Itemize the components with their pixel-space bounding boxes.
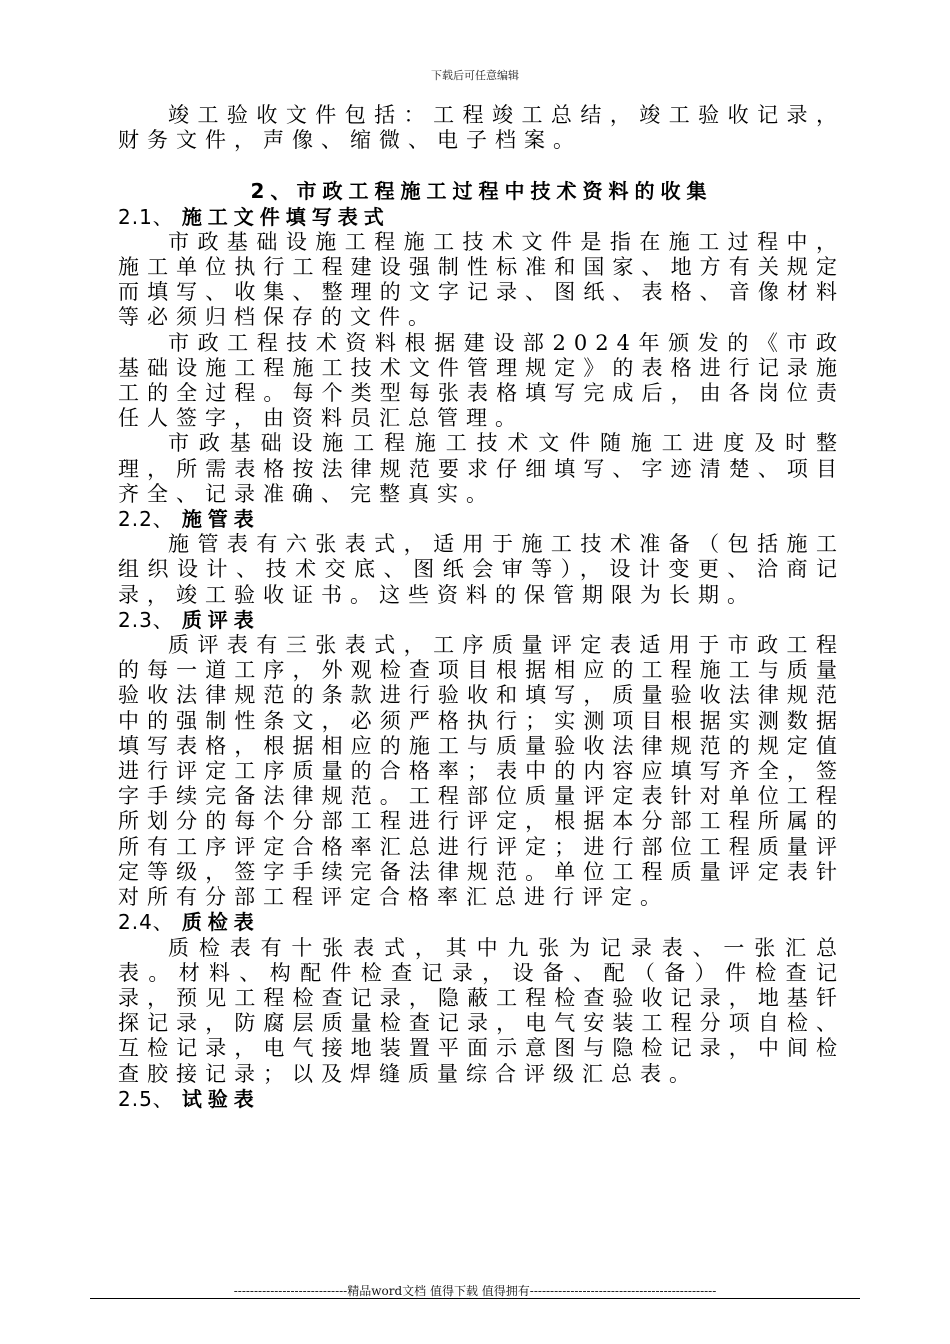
section-number: 2.4、 xyxy=(118,910,174,935)
section-2-5-heading xyxy=(118,1087,845,1112)
section-number: 2.1、 xyxy=(118,204,174,229)
section-title: 施工文件填写表式 xyxy=(181,204,390,229)
section-title: 质评表 xyxy=(181,607,260,632)
intro-paragraph: 竣工验收文件包括：工程竣工总结，竣工验收记录，财务文件，声像、缩微、电子档案。 xyxy=(118,103,845,153)
page-header: 下载后可任意编辑 xyxy=(431,69,519,82)
section-2-2-heading xyxy=(118,507,845,532)
section-title: 试验表 xyxy=(181,1086,260,1111)
paragraph: 质检表有十张表式，其中九张为记录表、一张汇总表。材料、构配件检查记录，设备、配（备）件检查记录，预见工程检查记录，隐蔽工程检查验收记录，地基钎探记录，防腐层质量检查记录，电气安装工程分项自检、互检记录，电气接地装置平面示意图与隐检记录，中间检查胶接记录；以及焊缝质量综合评级汇总表。 xyxy=(118,935,845,1086)
paragraph: 市政基础设施工程施工技术文件随施工进度及时整理，所需表格按法律规范要求仔细填写、字迹清楚、项目齐全、记录准确、完整真实。 xyxy=(118,431,845,506)
section-title: 质检表 xyxy=(181,910,260,935)
paragraph: 施管表有六张表式，适用于施工技术准备（包括施工组织设计、技术交底、图纸会审等），设计变更、洽商记录，竣工验收证书。这些资料的保管期限为长期。 xyxy=(118,532,845,607)
paragraph: 市政工程技术资料根据建设部2024年颁发的《市政基础设施工程施工技术文件管理规定》的表格进行记录施工的全过程。每个类型每张表格填写完成后，由各岗位责任人签字，由资料员汇总管理。 xyxy=(118,330,845,431)
section-2-heading: 2、市政工程施工过程中技术资料的收集 xyxy=(250,179,713,204)
document-body xyxy=(118,103,845,1112)
section-2-3-heading xyxy=(118,608,845,633)
section-title: 施管表 xyxy=(181,507,260,532)
page-footer: ----------------------------精品word文档 值得下载 值得拥有---------------------------------------------- xyxy=(233,1284,717,1298)
section-number: 2.3、 xyxy=(118,607,174,632)
footer-rule xyxy=(90,1298,860,1299)
paragraph: 质评表有三张表式，工序质量评定表适用于市政工程的每一道工序，外观检查项目根据相应的工程施工与质量验收法律规范的条款进行验收和填写，质量验收法律规范中的强制性条文，必须严格执行；实测项目根据实测数据填写表格，根据相应的施工与质量验收法律规范的规定值进行评定工序质量的合格率；表中的内容应填写齐全，签字手续完备法律规范。工程部位质量评定表针对单位工程所划分的每个分部工程进行评定，根据本分部工程所属的所有工序评定合格率汇总进行评定；进行部位工程质量评定等级，签字手续完备法律规范。单位工程质量评定表针对所有分部工程评定合格率汇总进行评定。 xyxy=(118,633,845,910)
section-2-4-heading xyxy=(118,910,845,935)
section-number: 2.2、 xyxy=(118,507,174,532)
section-2-1-heading xyxy=(118,205,845,230)
section-number: 2.5、 xyxy=(118,1086,174,1111)
paragraph: 市政基础设施工程施工技术文件是指在施工过程中，施工单位执行工程建设强制性标准和国家、地方有关规定而填写、收集、整理的文字记录、图纸、表格、音像材料等必须归档保存的文件。 xyxy=(118,229,845,330)
